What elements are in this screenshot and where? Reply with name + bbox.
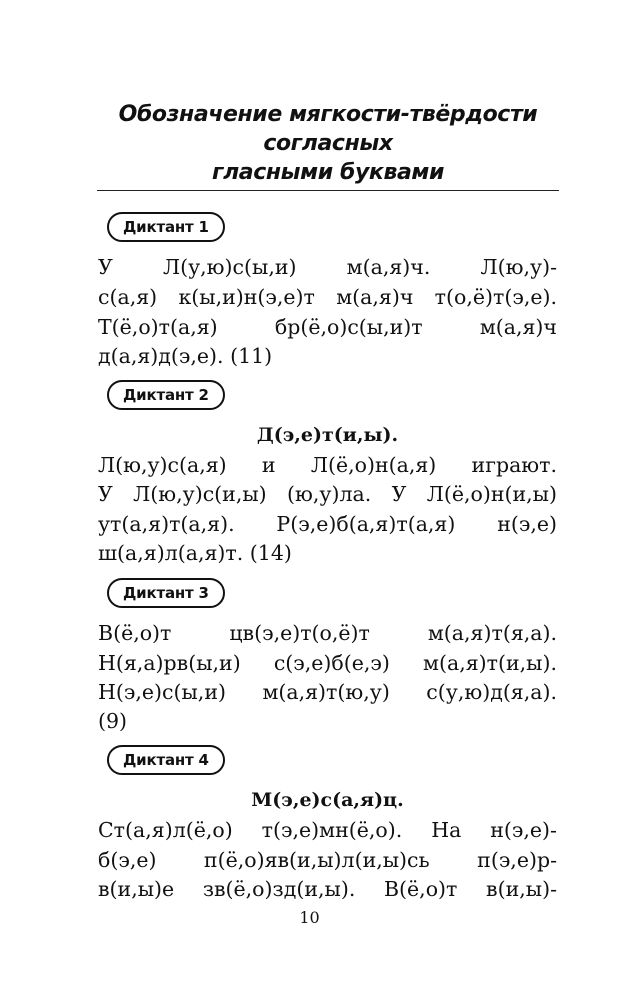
dictation-1-line-2: с(а,я) к(ы,и)н(э,е)т м(а,я)ч т(о,ё)т(э,е). xyxy=(98,285,557,309)
dictation-3-line-1: В(ё,о)т цв(э,е)т(о,ё)т м(а,я)т(я,а). xyxy=(98,621,557,645)
dictation-3-line-2: Н(я,а)рв(ы,и) с(э,е)б(е,э) м(а,я)т(и,ы). xyxy=(98,651,557,675)
dictation-2-label: Диктант 2 xyxy=(107,380,225,410)
page-number: 10 xyxy=(299,908,320,927)
dictation-4-heading: М(э,е)с(а,я)ц. xyxy=(251,789,404,811)
dictation-2-line-4: ш(а,я)л(а,я)т. (14) xyxy=(98,541,292,565)
dictation-2-heading: Д(э,е)т(и,ы). xyxy=(256,424,399,446)
dictation-1-line-3: Т(ё,о)т(а,я) бр(ё,о)с(ы,и)т м(а,я)ч xyxy=(98,315,557,339)
dictation-2-line-2: У Л(ю,у)с(и,ы) (ю,у)ла. У Л(ё,о)н(и,ы) xyxy=(98,482,557,506)
dictation-4-line-2: б(э,е) п(ё,о)яв(и,ы)л(и,ы)сь п(э,е)р- xyxy=(98,848,557,872)
dictation-4-line-1: Ст(а,я)л(ё,о) т(э,е)мн(ё,о). На н(э,е)- xyxy=(98,818,557,842)
title-line-1: Обозначение мягкости-твёрдости xyxy=(118,102,538,127)
dictation-1-line-1: У Л(у,ю)с(ы,и) м(а,я)ч. Л(ю,у)- xyxy=(98,255,557,279)
dictation-4-line-3: в(и,ы)е зв(ё,о)зд(и,ы). В(ё,о)т в(и,ы)- xyxy=(98,877,557,901)
title-divider xyxy=(97,190,559,191)
dictation-1-label: Диктант 1 xyxy=(107,212,225,242)
title-line-3: гласными буквами xyxy=(211,160,445,185)
dictation-3-line-3: Н(э,е)с(ы,и) м(а,я)т(ю,у) с(у,ю)д(я,а). xyxy=(98,680,557,704)
dictation-3-line-4: (9) xyxy=(98,709,128,733)
dictation-4-label: Диктант 4 xyxy=(107,745,225,775)
title-line-2: согласных xyxy=(263,131,393,156)
dictation-2-line-3: ут(а,я)т(а,я). Р(э,е)б(а,я)т(а,я) н(э,е) xyxy=(98,512,557,536)
dictation-2-line-1: Л(ю,у)с(а,я) и Л(ё,о)н(а,я) играют. xyxy=(98,453,557,477)
dictation-1-line-4: д(а,я)д(э,е). (11) xyxy=(98,344,273,368)
page-title xyxy=(98,100,558,187)
dictation-3-label: Диктант 3 xyxy=(107,578,225,608)
